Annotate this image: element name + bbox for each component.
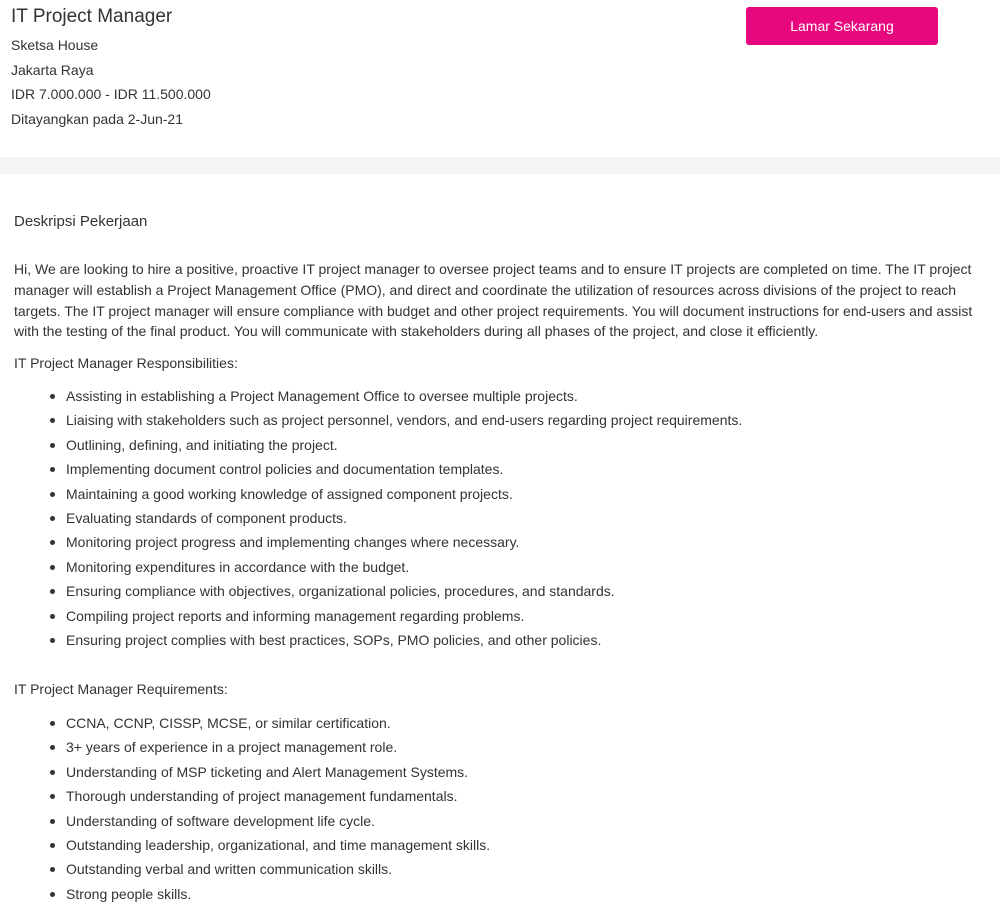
bullet-icon	[50, 418, 55, 423]
list-item	[14, 460, 742, 484]
list-item	[14, 885, 490, 909]
list-item-text: Maintaining a good working knowledge of assigned component projects.	[66, 485, 513, 502]
job-title: IT Project Manager	[11, 6, 173, 27]
list-item	[14, 387, 742, 411]
list-item	[14, 582, 742, 606]
list-item	[14, 558, 742, 582]
responsibilities-heading: IT Project Manager Responsibilities:	[14, 355, 238, 371]
list-item	[14, 763, 490, 787]
list-item-text: Evaluating standards of component products.	[66, 509, 347, 526]
list-item-text: Outlining, defining, and initiating the project.	[66, 436, 338, 453]
description-intro: Hi, We are looking to hire a positive, proactive IT project manager to oversee project teams and to ensure IT projects are completed on time. The IT project manager will establish a Project Management Office (PMO), and direct and coordinate the utilization of resources across divisions of the project to reach targets. The IT project manager will ensure compliance with budget and other project requirements. You will document instructions for end-users and assist with the testing of the final product. You will communicate with stakeholders during all phases of the project, and close it efficiently.	[14, 261, 973, 340]
bullet-icon	[50, 843, 55, 848]
bullet-icon	[50, 565, 55, 570]
list-item-text: Ensuring compliance with objectives, organizational policies, procedures, and standards.	[66, 583, 615, 600]
salary-range: IDR 7.000.000 - IDR 11.500.000	[11, 86, 211, 102]
bullet-icon	[50, 467, 55, 472]
bullet-icon	[50, 589, 55, 594]
list-item-text: Ensuring project complies with best practices, SOPs, PMO policies, and other policies.	[66, 631, 602, 648]
list-item	[14, 860, 490, 884]
apply-now-button[interactable]: Lamar Sekarang	[746, 7, 938, 45]
list-item	[14, 485, 742, 509]
list-item-text: Assisting in establishing a Project Management Office to oversee multiple projects.	[66, 388, 578, 404]
list-item	[14, 631, 742, 655]
bullet-icon	[50, 721, 55, 726]
list-item-text: Monitoring project progress and implementing changes where necessary.	[66, 534, 520, 551]
section-divider	[0, 157, 1000, 174]
job-header	[0, 0, 1000, 157]
list-item	[14, 836, 490, 860]
bullet-icon	[50, 819, 55, 824]
bullet-icon	[50, 394, 55, 399]
bullet-icon	[50, 770, 55, 775]
bullet-icon	[50, 745, 55, 750]
list-item-text: Outstanding leadership, organizational, and time management skills.	[66, 836, 491, 853]
list-item-text: Monitoring expenditures in accordance with the budget.	[66, 558, 410, 575]
requirements-list	[14, 714, 490, 909]
list-item-text: Liaising with stakeholders such as project personnel, vendors, and end-users regarding project requirements.	[66, 412, 743, 429]
bullet-icon	[50, 867, 55, 872]
list-item-text: Implementing document control policies and documentation templates.	[66, 461, 504, 478]
bullet-icon	[50, 443, 55, 448]
bullet-icon	[50, 794, 55, 799]
list-item	[14, 509, 742, 533]
responsibilities-list	[14, 387, 742, 655]
bullet-icon	[50, 892, 55, 897]
list-item	[14, 607, 742, 631]
list-item-text: Compiling project reports and informing management regarding problems.	[66, 607, 525, 624]
bullet-icon	[50, 492, 55, 497]
list-item	[14, 812, 490, 836]
posted-date: Ditayangkan pada 2-Jun-21	[11, 111, 184, 127]
list-item-text: Thorough understanding of project management fundamentals.	[66, 788, 458, 805]
requirements-heading: IT Project Manager Requirements:	[14, 681, 228, 697]
description-heading: Deskripsi Pekerjaan	[14, 213, 148, 230]
list-item-text: 3+ years of experience in a project management role.	[66, 739, 398, 756]
bullet-icon	[50, 540, 55, 545]
company-name: Sketsa House	[11, 37, 99, 53]
list-item-text: Outstanding verbal and written communication skills.	[66, 861, 393, 878]
list-item	[14, 411, 742, 435]
list-item-text: Strong people skills.	[66, 885, 192, 902]
list-item	[14, 436, 742, 460]
list-item	[14, 738, 490, 762]
list-item-text: CCNA, CCNP, CISSP, MCSE, or similar certification.	[66, 715, 391, 731]
list-item-text: Understanding of MSP ticketing and Alert Management Systems.	[66, 763, 469, 780]
list-item	[14, 714, 490, 738]
job-location: Jakarta Raya	[11, 62, 94, 78]
bullet-icon	[50, 638, 55, 643]
list-item-text: Understanding of software development life cycle.	[66, 812, 375, 829]
bullet-icon	[50, 516, 55, 521]
list-item	[14, 533, 742, 557]
bullet-icon	[50, 614, 55, 619]
list-item	[14, 787, 490, 811]
